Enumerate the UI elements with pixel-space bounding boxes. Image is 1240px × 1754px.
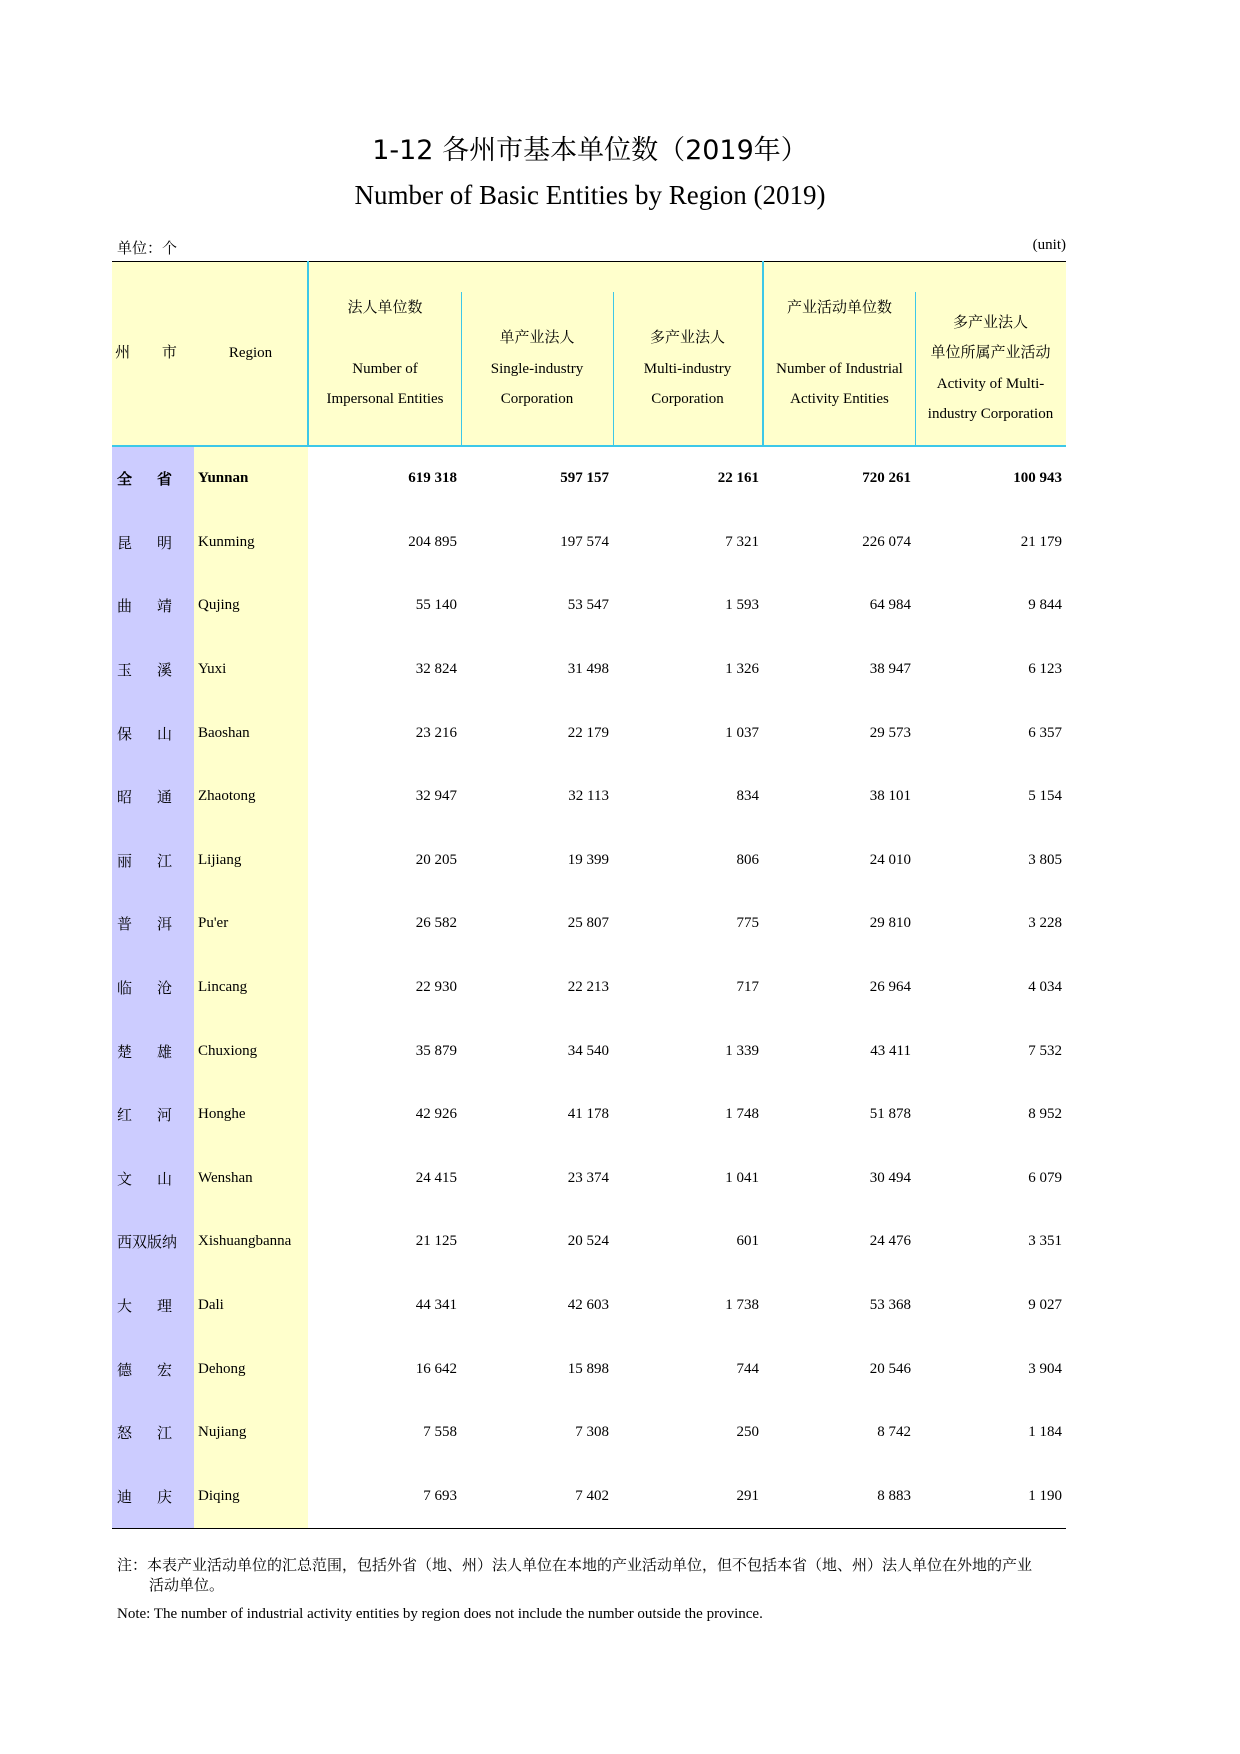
value-cell-col2: 32 113	[568, 788, 609, 805]
note-en: Note: The number of industrial activity entities by region does not include the number outside the province.	[117, 1606, 763, 1622]
region-cn-part: 楚	[117, 1044, 133, 1061]
region-name-en: Wenshan	[194, 1147, 308, 1211]
region-cn-part: 曲	[117, 599, 133, 616]
value-cell-col4: 24 476	[869, 1233, 911, 1250]
value-cell-col5: 4 034	[1028, 979, 1062, 996]
note-cn-line2: 活动单位。	[149, 1578, 225, 1594]
region-cn-part: 山	[157, 726, 173, 743]
value-cell-col3: 717	[736, 979, 759, 996]
value-cell-col3: 806	[736, 851, 759, 868]
value-cell-col2: 53 547	[567, 597, 609, 614]
table-row	[112, 1337, 1066, 1401]
region-cn-part: 省	[157, 472, 173, 489]
region-cn-part: 庆	[157, 1489, 173, 1506]
region-cn-part: 玉	[117, 663, 133, 680]
value-cell-col5: 3 228	[1028, 915, 1062, 932]
region-name-en: Diqing	[194, 1465, 308, 1529]
table-row	[112, 701, 1066, 765]
header-region-en: Region	[194, 262, 308, 447]
region-name-en: Baoshan	[194, 701, 308, 765]
value-cell-col2: 41 178	[567, 1106, 609, 1123]
header-multi-industry	[613, 262, 763, 447]
region-name-en: Lincang	[194, 956, 308, 1020]
region-name-cn	[112, 829, 194, 893]
header-region-cn: 州 市	[112, 262, 194, 447]
region-cn-part: 保	[117, 726, 133, 743]
value-cell-col4: 8 742	[877, 1424, 911, 1441]
value-cell-col2: 19 399	[567, 851, 609, 868]
footnote	[117, 1556, 1067, 1624]
value-cell-col5: 6 357	[1028, 724, 1062, 741]
value-cell-col1: 7 558	[423, 1424, 457, 1441]
header-text: industry Corporation	[927, 406, 1054, 423]
region-cn-part: 迪	[117, 1489, 133, 1506]
value-cell-col3: 1 748	[725, 1106, 759, 1123]
page-title-en: Number of Basic Entities by Region (2019)	[354, 180, 826, 210]
region-cn-part: 怒	[117, 1426, 133, 1443]
value-cell-col2: 7 402	[461, 1465, 613, 1529]
value-cell-col3: 250	[736, 1424, 759, 1441]
region-cn-part: 理	[157, 1299, 173, 1316]
region-cn-part: 山	[157, 1171, 173, 1188]
region-cn-part: 西双版纳	[117, 1235, 178, 1252]
value-cell-col5: 3 351	[1028, 1233, 1062, 1250]
region-cn-part: 江	[157, 1426, 173, 1443]
value-cell-col1: 44 341	[415, 1297, 457, 1314]
value-cell-col4: 30 494	[869, 1169, 911, 1186]
value-cell-col3: 834	[736, 788, 759, 805]
header-text: Single-industry	[490, 360, 584, 377]
header-text: 多产业法人	[952, 314, 1028, 331]
table-row	[112, 1083, 1066, 1147]
region-cn-part: 江	[157, 853, 173, 870]
value-cell-col3: 291	[613, 1465, 763, 1529]
header-text: 多产业法人	[649, 330, 725, 346]
value-cell-col3: 601	[736, 1233, 759, 1250]
region-name-en: Kunming	[194, 511, 308, 575]
value-cell-col3: 744	[736, 1360, 759, 1377]
value-cell-col5: 1 190	[915, 1465, 1066, 1529]
value-cell-col5: 3 805	[1028, 851, 1062, 868]
value-cell-col2: 25 807	[567, 915, 609, 932]
entities-table	[112, 261, 1066, 1529]
value-cell-col5: 6 123	[1028, 661, 1062, 678]
value-cell-col5: 6 079	[1028, 1169, 1062, 1186]
unit-label-cn: 单位：个	[117, 241, 178, 257]
region-cn-part: 全	[117, 472, 133, 489]
note-cn-line1: 注：本表产业活动单位的汇总范围，包括外省（地、州）法人单位在本地的产业活动单位，但不包括本省（地、州）法人单位在外地的产业	[117, 1558, 1033, 1574]
region-cn-part: 明	[157, 535, 173, 552]
region-name-en: Zhaotong	[194, 765, 308, 829]
region-cn-part: 文	[117, 1171, 133, 1188]
value-cell-col2: 197 574	[560, 533, 609, 550]
value-cell-col1: 42 926	[415, 1106, 457, 1123]
region-cn-part: 沧	[157, 981, 173, 998]
header-activity-multi-industry	[915, 262, 1066, 447]
value-cell-col1: 55 140	[415, 597, 457, 614]
region-cn-part: 靖	[157, 599, 173, 616]
value-cell-col2: 7 308	[575, 1424, 609, 1441]
header-text: 单位所属产业活动	[930, 345, 1051, 362]
table-row	[112, 511, 1066, 575]
value-cell-col5: 21 179	[1020, 533, 1062, 550]
value-cell-col1: 204 895	[408, 533, 457, 550]
value-cell-col3: 7 321	[725, 533, 759, 550]
value-cell-col4: 8 883	[763, 1465, 915, 1529]
region-name-en: Qujing	[194, 574, 308, 638]
region-name-cn	[112, 1274, 194, 1338]
table-row	[112, 574, 1066, 638]
region-cn-part: 红	[117, 1108, 133, 1125]
page-title-cn: 1-12 各州市基本单位数（2019年）	[372, 135, 808, 166]
table-row	[112, 1401, 1066, 1465]
value-cell-col4: 29 573	[869, 724, 911, 741]
region-name-en: Honghe	[194, 1083, 308, 1147]
value-cell-col1: 23 216	[415, 724, 457, 741]
value-cell-col3: 1 326	[725, 661, 759, 678]
region-name-cn	[112, 1083, 194, 1147]
value-cell-col4: 53 368	[869, 1297, 911, 1314]
table-row	[112, 892, 1066, 956]
value-cell-col3: 1 339	[725, 1042, 759, 1059]
region-name-cn	[112, 956, 194, 1020]
value-cell-col4: 43 411	[870, 1042, 911, 1059]
value-cell-col1: 26 582	[415, 915, 457, 932]
value-cell-col5: 9 844	[1028, 597, 1062, 614]
table-row	[112, 1274, 1066, 1338]
value-cell-col4: 26 964	[869, 979, 911, 996]
region-cn-part: 临	[117, 981, 133, 998]
value-cell-col2: 15 898	[567, 1360, 609, 1377]
value-cell-col2: 31 498	[567, 661, 609, 678]
region-name-en: Yuxi	[194, 638, 308, 702]
value-cell-col4: 720 261	[862, 470, 911, 487]
region-cn-part: 大	[117, 1299, 133, 1316]
region-name-cn	[112, 701, 194, 765]
value-cell-col4: 38 101	[869, 788, 911, 805]
header-impersonal-entities	[308, 262, 461, 447]
region-name-cn	[112, 1210, 194, 1274]
region-name-en: Dali	[194, 1274, 308, 1338]
table-row	[112, 829, 1066, 893]
table-row	[112, 956, 1066, 1020]
header-text: 法人单位数	[347, 299, 423, 316]
value-cell-col1: 32 947	[415, 788, 457, 805]
region-name-cn	[112, 1465, 194, 1529]
region-name-cn	[112, 446, 194, 511]
header-text: Corporation	[651, 391, 724, 407]
value-cell-col5: 7 532	[1028, 1042, 1062, 1059]
value-cell-col2: 22 179	[567, 724, 609, 741]
region-name-en: Pu'er	[194, 892, 308, 956]
value-cell-col1: 22 930	[415, 979, 457, 996]
value-cell-col1: 24 415	[415, 1169, 457, 1186]
value-cell-col4: 51 878	[869, 1106, 911, 1123]
table-row	[112, 1019, 1066, 1083]
value-cell-col5: 3 904	[1028, 1360, 1062, 1377]
region-name-cn	[112, 1147, 194, 1211]
region-name-en: Xishuangbanna	[194, 1210, 308, 1274]
value-cell-col1: 32 824	[415, 661, 457, 678]
value-cell-col5: 100 943	[1013, 470, 1062, 487]
value-cell-col2: 597 157	[560, 470, 609, 487]
value-cell-col4: 226 074	[862, 533, 911, 550]
value-cell-col1: 7 693	[308, 1465, 461, 1529]
table-row	[112, 446, 1066, 511]
header-text: Activity Entities	[790, 391, 889, 407]
region-cn-part: 通	[157, 790, 173, 807]
region-cn-part: 洱	[157, 917, 173, 934]
region-name-cn	[112, 892, 194, 956]
value-cell-col4: 24 010	[869, 851, 911, 868]
value-cell-col3: 22 161	[717, 470, 759, 487]
value-cell-col3: 1 041	[725, 1169, 759, 1186]
value-cell-col5: 8 952	[1028, 1106, 1062, 1123]
header-text: Number of	[352, 360, 418, 377]
header-text: Impersonal Entities	[326, 391, 444, 407]
value-cell-col2: 22 213	[567, 979, 609, 996]
value-cell-col4: 64 984	[869, 597, 911, 614]
value-cell-col4: 20 546	[869, 1360, 911, 1377]
region-cn-part: 普	[117, 917, 133, 934]
value-cell-col1: 35 879	[415, 1042, 457, 1059]
value-cell-col5: 1 184	[1028, 1424, 1062, 1441]
unit-label-en: (unit)	[1032, 237, 1066, 253]
header-text: 单产业法人	[499, 330, 575, 346]
region-name-cn	[112, 1401, 194, 1465]
region-cn-part: 河	[157, 1108, 173, 1125]
header-text: Number of Industrial	[776, 360, 903, 377]
header-text: 产业活动单位数	[786, 299, 892, 316]
value-cell-col2: 23 374	[567, 1169, 609, 1186]
table-row	[112, 638, 1066, 702]
region-cn-part: 丽	[117, 853, 133, 870]
region-cn-part: 溪	[157, 663, 173, 680]
header-industrial-activity	[763, 262, 915, 447]
region-cn-part: 昭	[117, 790, 133, 807]
region-name-cn	[112, 638, 194, 702]
value-cell-col4: 38 947	[869, 661, 911, 678]
value-cell-col2: 20 524	[567, 1233, 609, 1250]
value-cell-col1: 21 125	[415, 1233, 457, 1250]
table-row	[112, 1210, 1066, 1274]
region-cn-part: 宏	[157, 1362, 173, 1379]
region-name-en: Lijiang	[194, 829, 308, 893]
region-name-en: Yunnan	[194, 446, 308, 511]
value-cell-col5: 5 154	[1028, 788, 1062, 805]
value-cell-col2: 42 603	[567, 1297, 609, 1314]
value-cell-col1: 20 205	[415, 851, 457, 868]
value-cell-col1: 16 642	[415, 1360, 457, 1377]
header-text: Multi-industry	[643, 360, 732, 377]
header-single-industry	[461, 262, 613, 447]
value-cell-col3: 1 738	[725, 1297, 759, 1314]
region-cn-part: 雄	[157, 1044, 173, 1061]
table-row	[112, 1465, 1066, 1529]
region-name-cn	[112, 765, 194, 829]
value-cell-col4: 29 810	[869, 915, 911, 932]
value-cell-col2: 34 540	[567, 1042, 609, 1059]
table-row	[112, 1147, 1066, 1211]
region-cn-part: 德	[117, 1362, 133, 1379]
region-name-en: Dehong	[194, 1337, 308, 1401]
region-name-en: Nujiang	[194, 1401, 308, 1465]
value-cell-col1: 619 318	[408, 470, 457, 487]
region-name-cn	[112, 1337, 194, 1401]
region-name-cn	[112, 574, 194, 638]
value-cell-col3: 775	[736, 915, 759, 932]
table-row	[112, 765, 1066, 829]
value-cell-col5: 9 027	[1028, 1297, 1062, 1314]
header-text: Activity of Multi-	[936, 375, 1045, 392]
table-body	[112, 446, 1066, 1529]
value-cell-col3: 1 593	[725, 597, 759, 614]
region-name-cn	[112, 1019, 194, 1083]
region-name-en: Chuxiong	[194, 1019, 308, 1083]
region-name-cn	[112, 511, 194, 575]
region-cn-part: 昆	[117, 535, 133, 552]
value-cell-col3: 1 037	[725, 724, 759, 741]
table-header-row	[112, 262, 1066, 447]
header-text: Corporation	[500, 391, 574, 407]
